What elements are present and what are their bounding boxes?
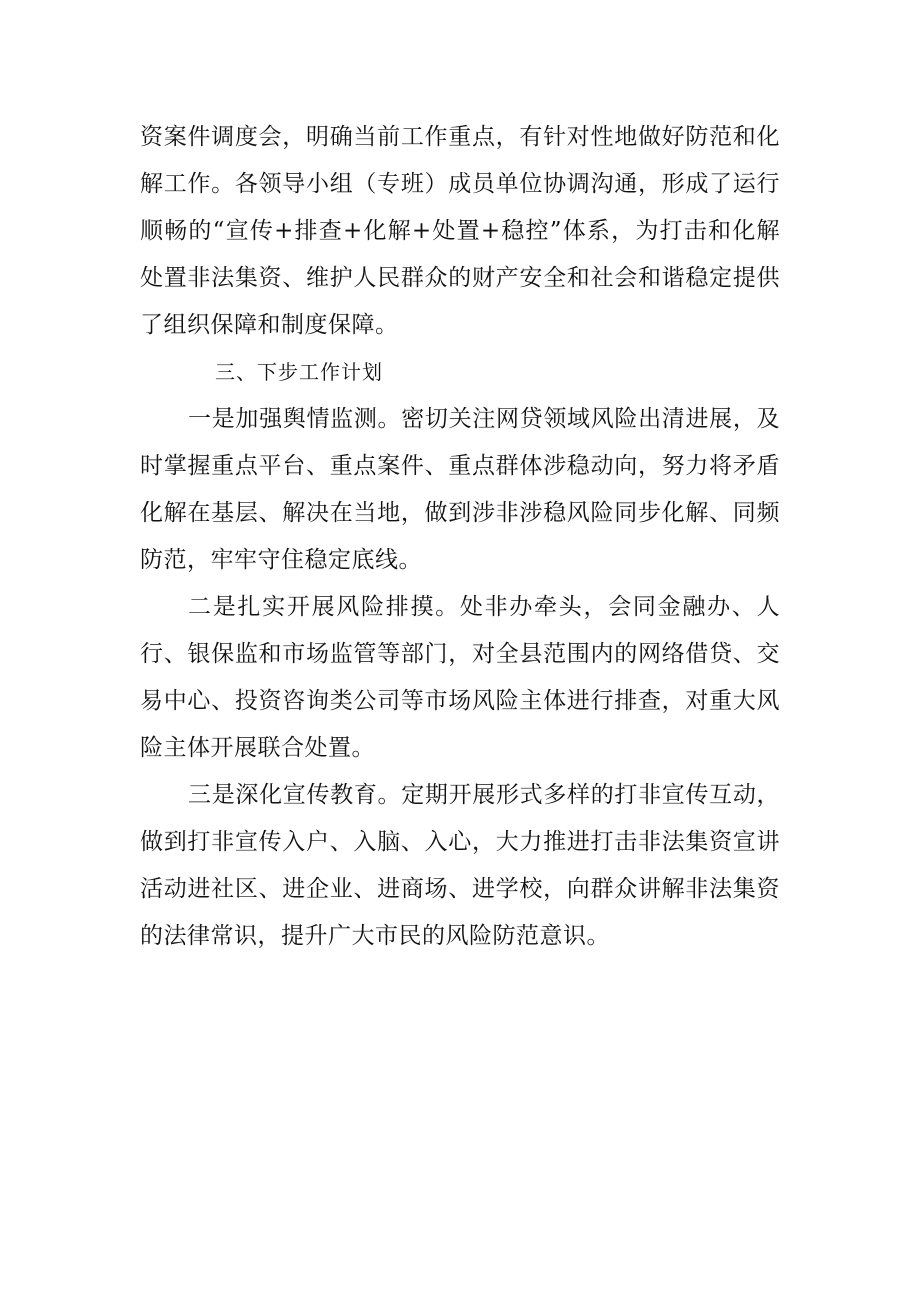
section-heading: 三、下步工作计划 xyxy=(215,360,383,384)
document-body xyxy=(140,114,780,960)
paragraph-plan-3: 三是深化宣传教育。定期开展形式多样的打非宣传互动，做到打非宣传入户、入脑、入心，大力推进打击非法集资宣讲活动进社区、进企业、进商场、进学校，向群众讲解非法集资的法律常识，提升广大市民的风险防范意识。 xyxy=(140,782,780,949)
paragraph-continuation: 资案件调度会，明确当前工作重点，有针对性地做好防范和化解工作。各领导小组（专班）成员单位协调沟通，形成了运行顺畅的“宣传+排查+化解+处置+稳控”体系，为打击和化解处置非法集资、维护人民群众的财产安全和社会和谐稳定提供了组织保障和制度保障。 xyxy=(140,124,780,338)
paragraph-plan-2: 二是扎实开展风险排摸。处非办牵头，会同金融办、人行、银保监和市场监管等部门，对全县范围内的网络借贷、交易中心、投资咨询类公司等市场风险主体进行排查，对重大风险主体开展联合处置。 xyxy=(140,594,780,761)
paragraph-plan-1: 一是加强舆情监测。密切关注网贷领域风险出清进展，及时掌握重点平台、重点案件、重点群体涉稳动向，努力将矛盾化解在基层、解决在当地，做到涉非涉稳风险同步化解、同频防范，牢牢守住稳定底线。 xyxy=(140,406,780,573)
